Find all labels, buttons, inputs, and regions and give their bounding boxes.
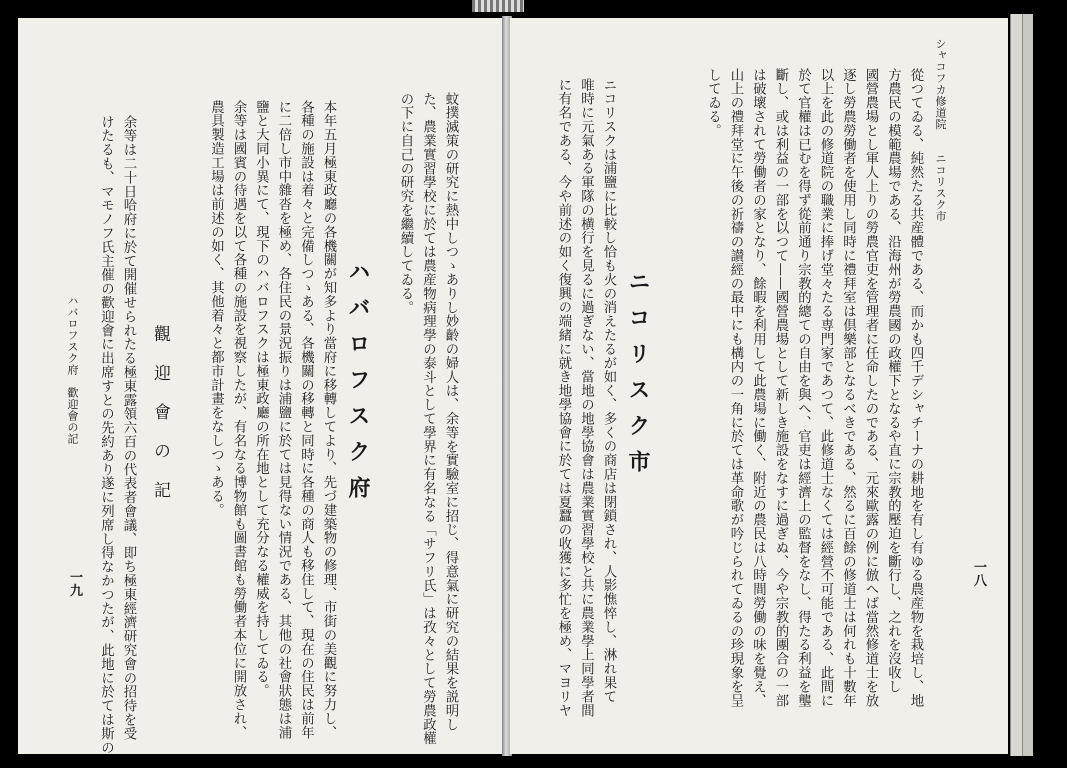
paragraph-line: 以上を此の修道院の職業に捧げ堂々たる専門家であつて、此修道士なくては經營不可能である、此間に (818, 68, 833, 708)
running-footer: ハバロフスク府 歡迎會の記 (66, 295, 79, 445)
paragraph-line: ニコリスクは浦鹽に比較し恰も火の消えたるが如く、多くの商店は閉鎖され、人影憔悴し、淋れ果て (601, 78, 616, 704)
paragraph-line: 各種の施設は着々と完備しつゝある、各機關の移轉と同時に各種の商人も移住して、現在の住民は前年 (298, 100, 314, 740)
paragraph-line: た、農業實習學校に於ては農産物病理學の泰斗として學界に有名なる「サフリ氏」は孜々として勞農政權 (420, 92, 436, 746)
page-number: 一九 (67, 570, 82, 597)
paragraph-line: 國營農場とし軍人上りの勞農官吏を管理者に任命したのである、元來歐露の例に倣へば當然修道士を放 (863, 68, 878, 708)
paragraph-line: 斷し、或は利益の一部を以つて——國營農場として新しき施設をなすに過ぎぬ、今や宗教的團合の一部 (773, 68, 788, 708)
paragraph-line: 方農民の模範農場である、沿海州が勞農國の政權下となるや直に宗教的壓迫を斷行し、之れを沒收し (885, 68, 901, 694)
section-heading: 觀迎會の記 (150, 325, 170, 520)
paragraph-line: 唯時に元氣ある軍隊の横行を見るに過ぎない、當地の地學協會は農業實習學校と共に農業學上同學者間 (578, 78, 594, 718)
paragraph-line: 鹽と大同小異にて、現下のハバロフスクは極東政廳の所在地として充分なる權威を持してゐる。 (253, 100, 269, 698)
paragraph-line: 從つてゐる、純然たる共産體である、而かも四千デシャチーナの耕地を有し有ゆる農産物を栽培し、地 (908, 68, 923, 708)
paragraph-line: に二倍し市中雜沓を極め、各住民の景況振りは浦鹽に於ては見得ない情況である、其他の社會狀態は浦 (276, 100, 291, 740)
paragraph-line: に有名である、今や前述の如く復興の端緒に就き地學協會に於ては夏蠶の收獲に多忙を極め、マヨリヤ (556, 78, 571, 718)
paragraph-line: 蚊撲滅策の研究に熱中しつゝありし妙齡の婦人は、余等を實驗室に招じ、得意氣に研究の結果を説明し (443, 92, 458, 732)
binding-clip (472, 0, 524, 12)
paragraph-line: 山上の禮拜堂に午後の祈禱の讃經の最中にも構内の一角に於ては革命歌が吟じられてゐるの珍現象を呈 (728, 68, 743, 708)
paragraph-line: 余等は二十日哈府に於て開催せられたる極東露領六百の代表者會議、即ち極東經濟研究會の招待を受 (121, 115, 136, 741)
paragraph-line: 本年五月極東政廳の各機關が知多より當府に移轉してより、先づ建築物の修理、市街の美觀に努力し、 (321, 100, 336, 740)
paragraph-line: 逐し勞農勞働者を使用し同時に禮拜室は倶樂部となるべきである、然るに百餘の修道士は何れも十數年 (840, 68, 856, 708)
section-heading: ニコリスク市 (625, 270, 651, 486)
paragraph-line: 於て官權は已むを得ず從前通り宗教的總ての自由を與へ、官吏は經濟上の監督をなし、得たる利益を壟 (795, 68, 811, 708)
paragraph-line: 余等は國賓の待遇を以て各種の施設を視察したが、有名なる博物館も圖書館も勞働者本位に開放され、 (231, 100, 246, 740)
page-stack-edge (1022, 14, 1033, 756)
paragraph-line: の下に自己の研究を繼續してゐる。 (398, 92, 413, 315)
paragraph-line: けたるも、マモノフ氏主催の歡迎會に出席すとの先約あり遂に列席し得なかつたが、此地に於ては斯の (98, 115, 114, 755)
paragraph-line: は破壞されて勞働者の家となり、餘暇を利用して此農場に働く、附近の農民は八時間勞働の味を覺え、 (750, 68, 766, 708)
paragraph-line: してゐる。 (705, 68, 721, 138)
running-header: シャコフカ修道院 ニコリスク市 (934, 38, 947, 222)
page-number: 一八 (971, 560, 986, 587)
section-heading: ハバロフスク府 (345, 260, 371, 512)
paragraph-line: 農具製造工場は前述の如く、其他着々と都市計畫をなしつゝある。 (208, 100, 224, 517)
